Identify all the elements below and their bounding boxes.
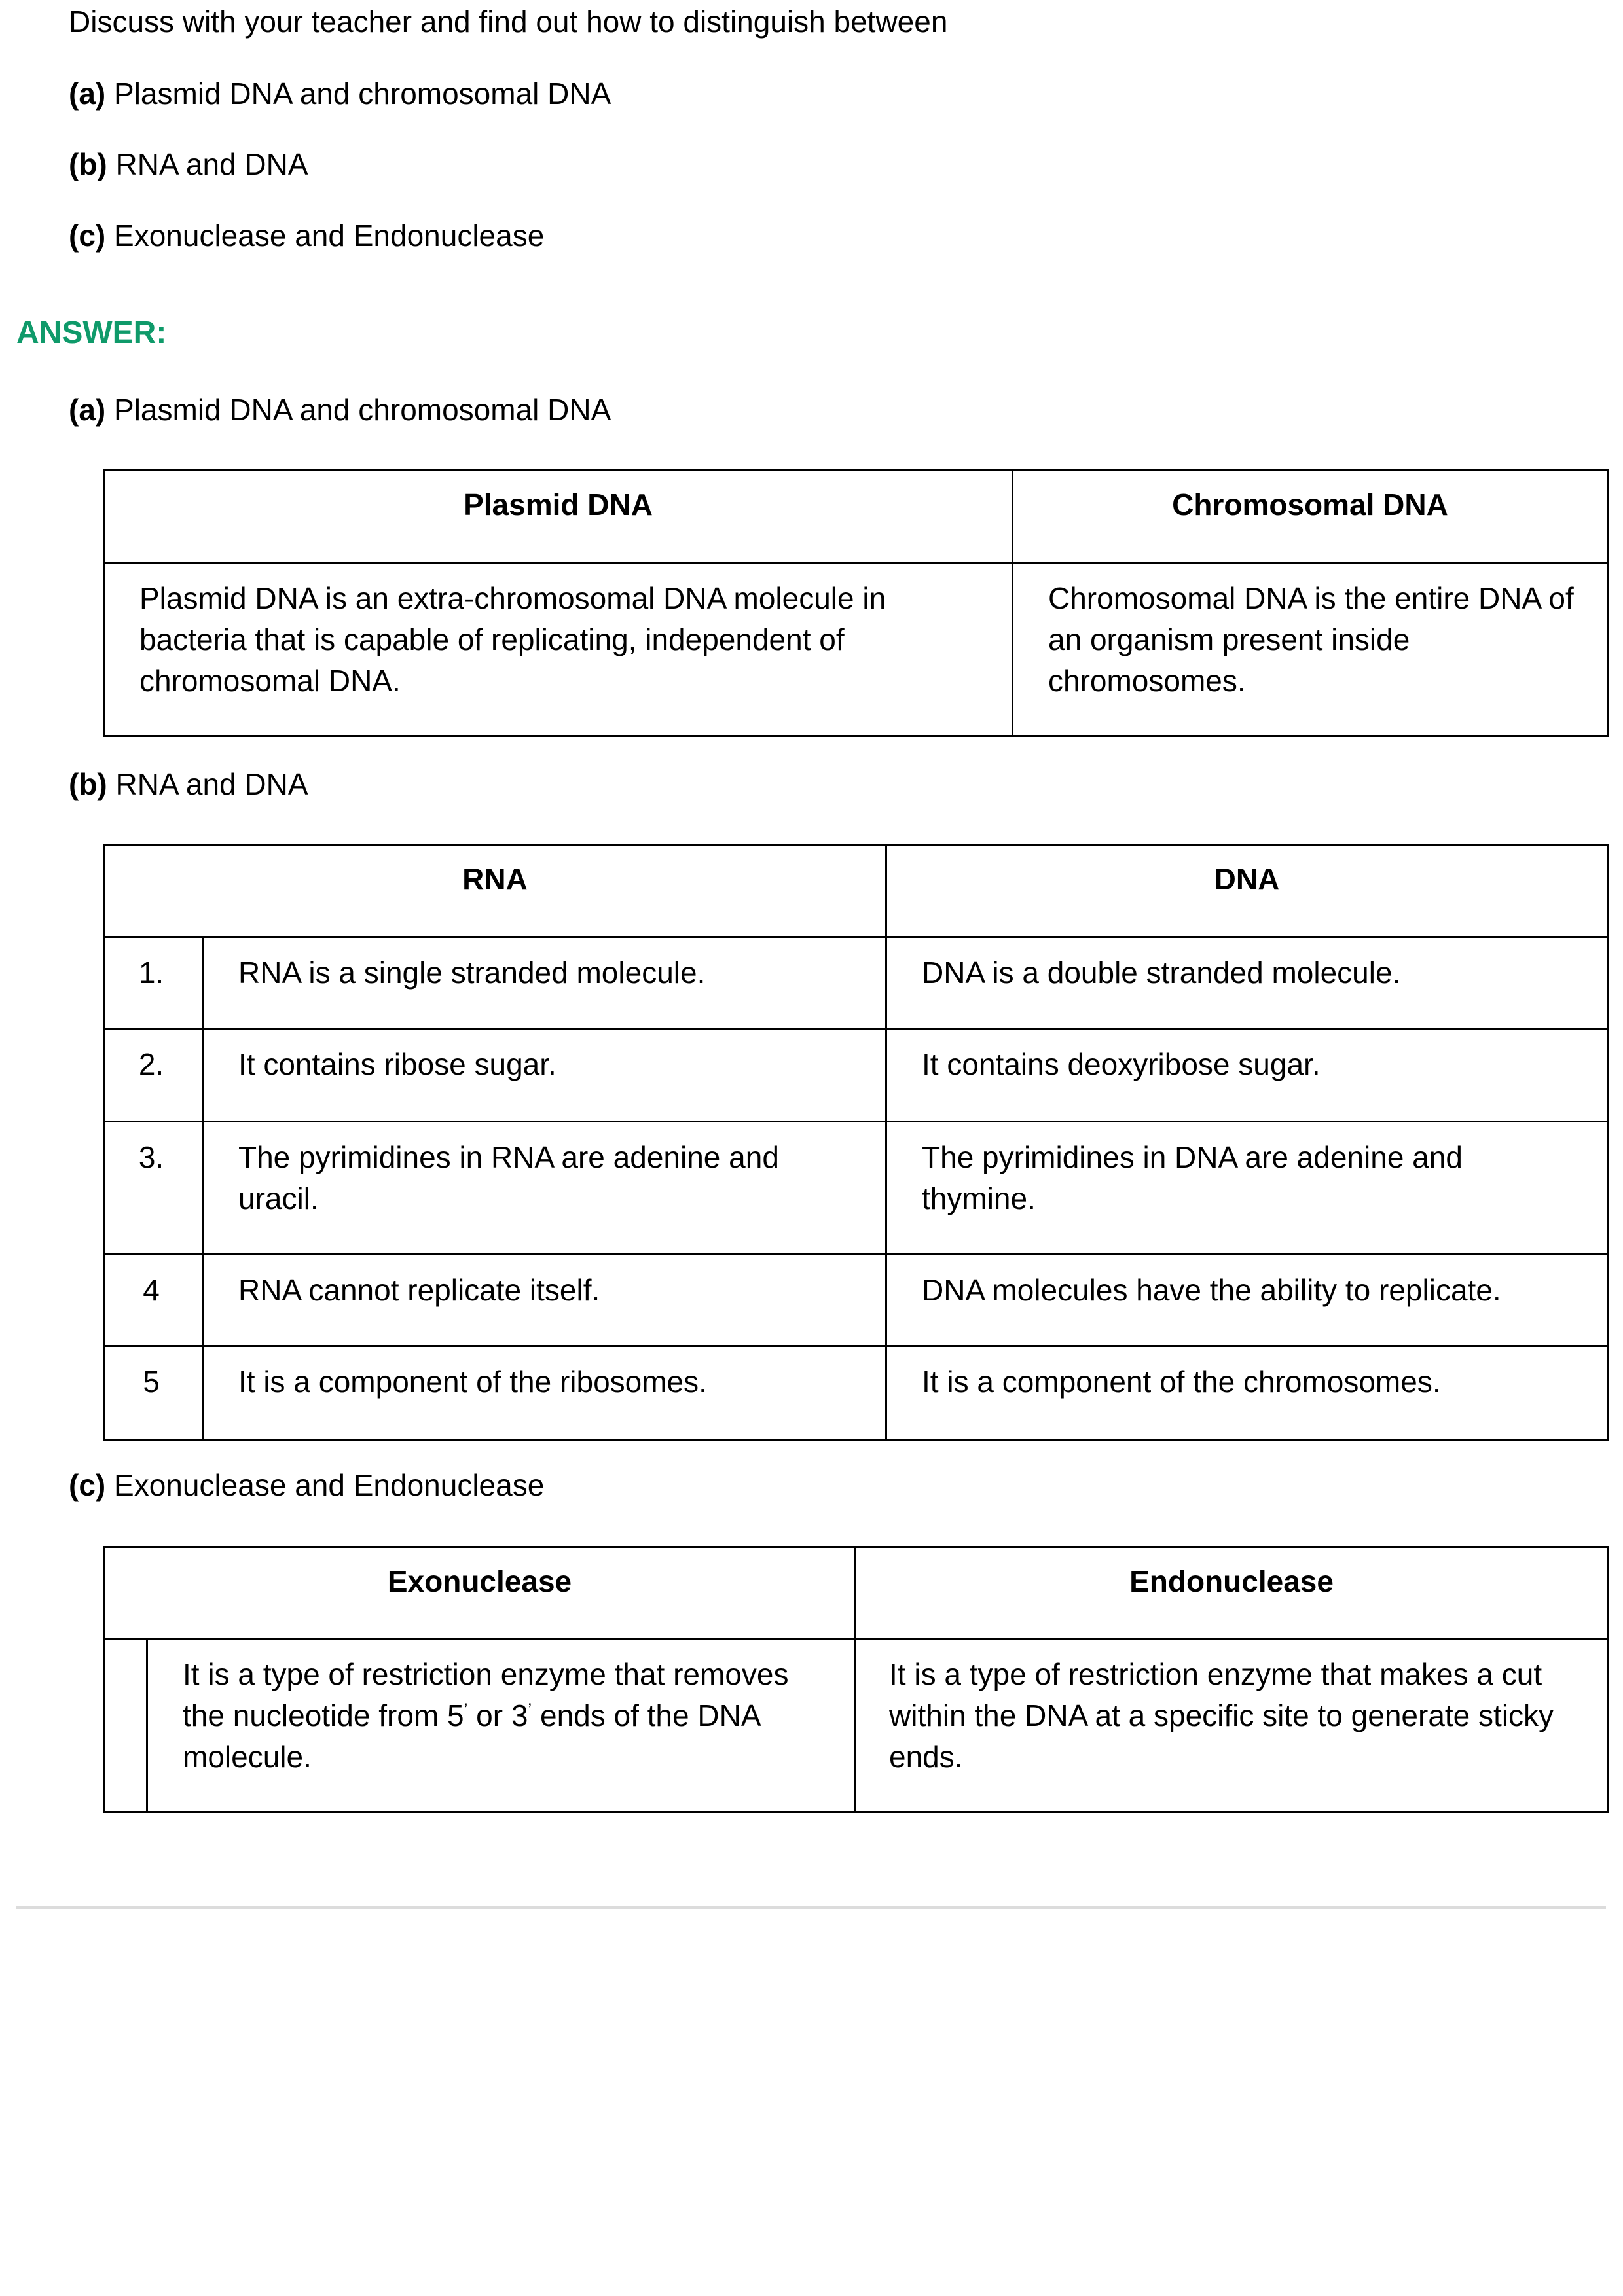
cell-text: It is a type of restriction enzyme that makes a cut within the DNA at a specific site to generate sticky ends.	[889, 1657, 1554, 1774]
text-segment: or 3	[467, 1698, 528, 1732]
table-row	[104, 1639, 1608, 1812]
row-number	[104, 1029, 203, 1122]
table-cell	[886, 1122, 1608, 1255]
table-row	[104, 1029, 1608, 1122]
part-label: (b)	[69, 147, 107, 181]
section-text: Exonuclease and Endonuclease	[114, 1468, 545, 1502]
cell-text: RNA cannot replicate itself.	[238, 1273, 600, 1307]
question-prompt	[69, 4, 947, 39]
section-label: (b)	[69, 767, 107, 801]
header-text: Chromosomal DNA	[1172, 488, 1448, 522]
cell-text: The pyrimidines in DNA are adenine and thymine.	[922, 1140, 1463, 1215]
table-cell	[203, 1122, 886, 1255]
column-header	[104, 1547, 856, 1639]
cell-text: The pyrimidines in RNA are adenine and uracil.	[238, 1140, 779, 1215]
question-part-a	[69, 76, 611, 111]
table-cell	[203, 1255, 886, 1346]
row-number	[104, 1346, 203, 1440]
prime-mark: ’	[464, 1699, 468, 1719]
table-row	[104, 1346, 1608, 1440]
text-segment: ends of the DNA molecule.	[183, 1698, 759, 1774]
table-header-row	[104, 845, 1608, 937]
table-row	[104, 1122, 1608, 1255]
header-text: RNA	[462, 862, 528, 896]
table-cell	[886, 937, 1608, 1029]
rna-vs-dna-table	[103, 844, 1609, 1441]
table-cell	[104, 563, 1013, 736]
table-row	[104, 1255, 1608, 1346]
part-text: Exonuclease and Endonuclease	[114, 219, 545, 253]
column-header	[856, 1547, 1608, 1639]
table-cell	[886, 1346, 1608, 1440]
section-c-title	[69, 1467, 544, 1503]
question-part-c	[69, 218, 544, 253]
header-text: Endonuclease	[1129, 1564, 1334, 1598]
section-text: Plasmid DNA and chromosomal DNA	[114, 393, 611, 427]
cell-text: It contains ribose sugar.	[238, 1047, 556, 1081]
table-cell	[203, 1346, 886, 1440]
section-label: (a)	[69, 393, 106, 427]
cell-text: Chromosomal DNA is the entire DNA of an organism present inside chromosomes.	[1048, 581, 1574, 698]
text-segment: It is a type of restriction enzyme that removes the nucleotide from 5	[183, 1657, 789, 1732]
table-cell	[203, 1029, 886, 1122]
header-text: DNA	[1214, 862, 1280, 896]
table-header-row	[104, 471, 1608, 563]
column-header	[886, 845, 1608, 937]
table-cell	[203, 937, 886, 1029]
table-cell	[1013, 563, 1608, 736]
row-number	[104, 937, 203, 1029]
header-text: Plasmid DNA	[464, 488, 653, 522]
plasmid-vs-chromosomal-table	[103, 469, 1609, 737]
prime-mark: ’	[528, 1699, 532, 1719]
table-row	[104, 937, 1608, 1029]
table-row	[104, 563, 1608, 736]
table-cell	[886, 1255, 1608, 1346]
part-label: (a)	[69, 77, 106, 111]
question-prompt-text: Discuss with your teacher and find out how to distinguish between	[69, 5, 948, 39]
row-number-text: 5	[143, 1365, 160, 1399]
answer-heading: ANSWER:	[16, 315, 167, 350]
cell-text: RNA is a single stranded molecule.	[238, 956, 706, 990]
cell-text: Plasmid DNA is an extra-chromosomal DNA molecule in bacteria that is capable of replicating, independent of chromosomal DNA.	[139, 581, 886, 698]
cell-text: DNA molecules have the ability to replicate.	[922, 1273, 1501, 1307]
table-cell	[856, 1639, 1608, 1812]
row-number-text: 1.	[138, 956, 164, 990]
table-cell	[147, 1639, 856, 1812]
section-label: (c)	[69, 1468, 106, 1502]
row-number-text: 4	[143, 1273, 160, 1307]
section-b-title	[69, 766, 308, 802]
column-header	[104, 845, 886, 937]
row-number-text: 3.	[138, 1140, 164, 1174]
column-header	[1013, 471, 1608, 563]
empty-cell	[104, 1639, 147, 1812]
table-header-row	[104, 1547, 1608, 1639]
exonuclease-vs-endonuclease-table	[103, 1546, 1609, 1813]
cell-text: It contains deoxyribose sugar.	[922, 1047, 1321, 1081]
row-number-text: 2.	[138, 1047, 164, 1081]
part-text: Plasmid DNA and chromosomal DNA	[114, 77, 611, 111]
header-text: Exonuclease	[387, 1564, 572, 1598]
section-a-title	[69, 392, 611, 427]
row-number	[104, 1255, 203, 1346]
column-header	[104, 471, 1013, 563]
cell-text: It is a component of the chromosomes.	[922, 1365, 1441, 1399]
cell-text	[148, 1640, 854, 1778]
page-divider	[16, 1906, 1606, 1909]
section-text: RNA and DNA	[115, 767, 308, 801]
part-label: (c)	[69, 219, 106, 253]
cell-text: DNA is a double stranded molecule.	[922, 956, 1401, 990]
row-number	[104, 1122, 203, 1255]
part-text: RNA and DNA	[115, 147, 308, 181]
cell-text: It is a component of the ribosomes.	[238, 1365, 707, 1399]
question-part-b	[69, 147, 308, 182]
table-cell	[886, 1029, 1608, 1122]
